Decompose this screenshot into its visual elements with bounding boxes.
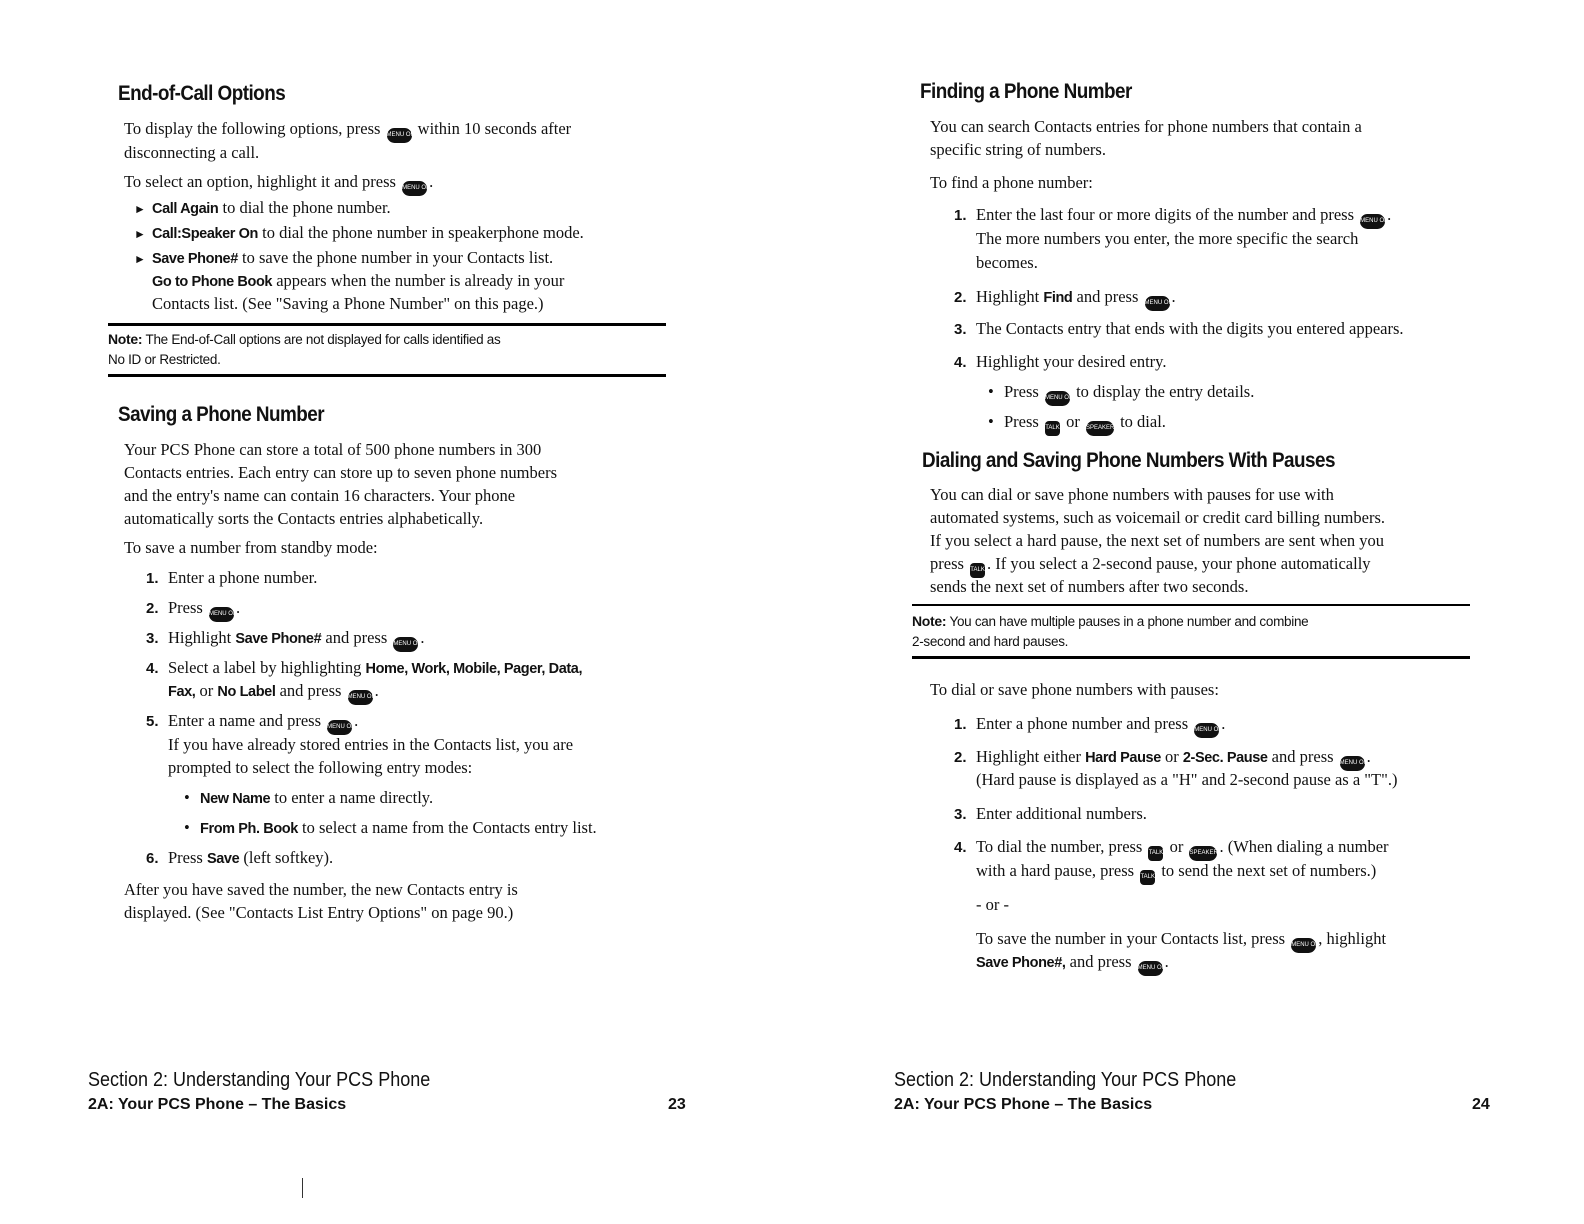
divider [108,323,666,326]
bullet-from-phonebook: • From Ph. Book to select a name from the Contacts entry list. [184,818,597,837]
note-line-2: 2-second and hard pauses. [912,634,1069,649]
bullet-new-name: • New Name to enter a name directly. [184,788,434,807]
pause-step-1: 1. Enter a phone number and press MENU OK. [954,712,1225,738]
step-5: 5. Enter a name and press MENU OK. [146,709,358,735]
page-number: 24 [1472,1096,1490,1113]
talk-key-icon: TALK [1140,870,1155,885]
menu-ok-key-icon: MENU OK [209,607,234,622]
dialing-para-line: sends the next set of numbers after two seconds. [930,577,1249,596]
find-step-2: 2. Highlight Find and press MENU OK. [954,285,1176,311]
arrow-bullet-icon: ► [134,202,146,216]
pause-step-4: 4. To dial the number, press TALK or SPEAKER. (When dialing a number [954,835,1389,861]
right-page [792,0,1584,1224]
after-save-text: After you have saved the number, the new Contacts entry is [124,880,518,899]
saving-para-line: and the entry's name can contain 16 characters. Your phone [124,486,516,505]
arrow-bullet-icon: ► [134,252,146,266]
divider [912,656,1470,659]
saving-para-line: Your PCS Phone can store a total of 500 phone numbers in 300 [124,440,542,459]
menu-ok-key-icon: MENU OK [1194,723,1219,738]
bullet-icon: • [988,382,994,401]
saving-instruction: To save a number from standby mode: [124,538,378,557]
footer-chapter: 2A: Your PCS Phone – The Basics [894,1096,1153,1113]
step-5-detail: If you have already stored entries in the Contacts list, you are [168,735,574,754]
find-step-3: 3. The Contacts entry that ends with the digits you entered appears. [954,319,1404,338]
talk-key-icon: TALK [970,563,985,578]
menu-ok-key-icon: MENU OK [1138,961,1163,976]
talk-key-icon: TALK [1045,421,1060,436]
find-bullet-details: • Press MENU OK to display the entry details. [988,380,1254,406]
or-separator: - or - [976,895,1009,914]
note-line-1: Note: The End-of-Call options are not displayed for calls identified as [108,331,501,347]
bullet-icon: • [988,412,994,431]
divider [912,604,1470,606]
bullet-icon: • [184,788,190,807]
after-save-text: displayed. (See "Contacts List Entry Options" on page 90.) [124,903,514,922]
save-number-text: To save the number in your Contacts list, press MENU OK, highlight [976,927,1386,953]
menu-ok-key-icon: MENU OK [1145,296,1170,311]
find-step-1-detail: becomes. [976,253,1038,272]
saving-para-line: Contacts entries. Each entry can store up to seven phone numbers [124,463,557,482]
dialing-title: Dialing and Saving Phone Numbers With Pauses [922,449,1335,472]
menu-ok-key-icon: MENU OK [348,690,373,705]
pause-step-2-detail: (Hard pause is displayed as a "H" and 2-second pause as a "T".) [976,770,1398,789]
save-number-text-cont: Save Phone#, and press MENU OK. [976,950,1169,976]
finding-title: Finding a Phone Number [920,80,1132,103]
saving-title: Saving a Phone Number [118,403,325,426]
dialing-para-line: You can dial or save phone numbers with pauses for use with [930,485,1334,504]
menu-ok-key-icon: MENU OK [393,637,418,652]
menu-ok-key-icon: MENU OK [402,181,427,196]
menu-ok-key-icon: MENU OK [387,128,412,143]
note-line-2: No ID or Restricted. [108,352,221,367]
find-step-1-detail: The more numbers you enter, the more specific the search [976,229,1359,248]
dialing-para-line: If you select a hard pause, the next set of numbers are sent when you [930,531,1385,550]
menu-ok-key-icon: MENU OK [327,720,352,735]
bullet-icon: • [184,818,190,837]
option-call-speaker: ► Call:Speaker On to dial the phone number in speakerphone mode. [134,221,584,246]
finding-instruction: To find a phone number: [930,173,1093,192]
saving-para-line: automatically sorts the Contacts entries alphabetically. [124,509,484,528]
arrow-bullet-icon: ► [134,227,146,241]
finding-para-line: specific string of numbers. [930,140,1106,159]
footer-section: Section 2: Understanding Your PCS Phone [894,1069,1237,1091]
step-5-detail: prompted to select the following entry modes: [168,758,473,777]
footer-chapter: 2A: Your PCS Phone – The Basics [88,1096,347,1113]
finding-para-line: You can search Contacts entries for phone numbers that contain a [930,117,1362,136]
menu-ok-key-icon: MENU OK [1045,391,1070,406]
pause-step-4-cont: with a hard pause, press TALK to send the next set of numbers.) [976,859,1376,885]
talk-key-icon: TALK [1148,846,1163,861]
end-call-intro-cont: disconnecting a call. [124,143,260,162]
step-6: 6. Press Save (left softkey). [146,848,334,867]
menu-ok-key-icon: MENU OK [1360,214,1385,229]
page-number: 23 [668,1096,686,1113]
option-save-phone: ► Save Phone# to save the phone number in your Contacts list. [134,246,553,271]
pause-step-2: 2. Highlight either Hard Pause or 2-Sec. Pause and press MENU OK. [954,745,1371,771]
dialing-para-line: press TALK . If you select a 2-second pause, your phone automatically [930,552,1371,578]
step-2: 2. Press MENU OK. [146,596,240,622]
step-3: 3. Highlight Save Phone# and press MENU OK. [146,626,425,652]
end-call-select: To select an option, highlight it and press MENU OK. [124,170,433,196]
pauses-intro: To dial or save phone numbers with pauses: [930,680,1219,699]
find-bullet-dial: • Press TALK or SPEAKER to dial. [988,410,1166,436]
divider [108,374,666,377]
dialing-para-line: automated systems, such as voicemail or credit card billing numbers. [930,508,1386,527]
menu-ok-key-icon: MENU OK [1340,756,1365,771]
step-4: 4. Select a label by highlighting Home, Work, Mobile, Pager, Data, [146,658,583,677]
speaker-key-icon: SPEAKER [1189,846,1217,861]
find-step-1: 1. Enter the last four or more digits of the number and press MENU OK. [954,203,1391,229]
menu-ok-key-icon: MENU OK [1291,938,1316,953]
option-call-again: ► Call Again to dial the phone number. [134,196,391,221]
find-step-4: 4. Highlight your desired entry. [954,352,1167,371]
note-line-1: Note: You can have multiple pauses in a phone number and combine [912,613,1309,629]
step-4-cont: Fax, or No Label and press MENU OK. [168,679,379,705]
footer-section: Section 2: Understanding Your PCS Phone [88,1069,431,1091]
end-of-call-title: End-of-Call Options [118,82,286,105]
scan-mark [302,1178,303,1198]
step-1: 1. Enter a phone number. [146,568,318,587]
pause-step-3: 3. Enter additional numbers. [954,804,1147,823]
end-call-intro: To display the following options, press MENU OK within 10 seconds after [124,117,571,143]
option-save-phone-ref: Contacts list. (See "Saving a Phone Number" on this page.) [152,294,544,313]
speaker-key-icon: SPEAKER [1086,421,1114,436]
option-go-to-phone-book: Go to Phone Book appears when the number is already in your [152,271,565,290]
